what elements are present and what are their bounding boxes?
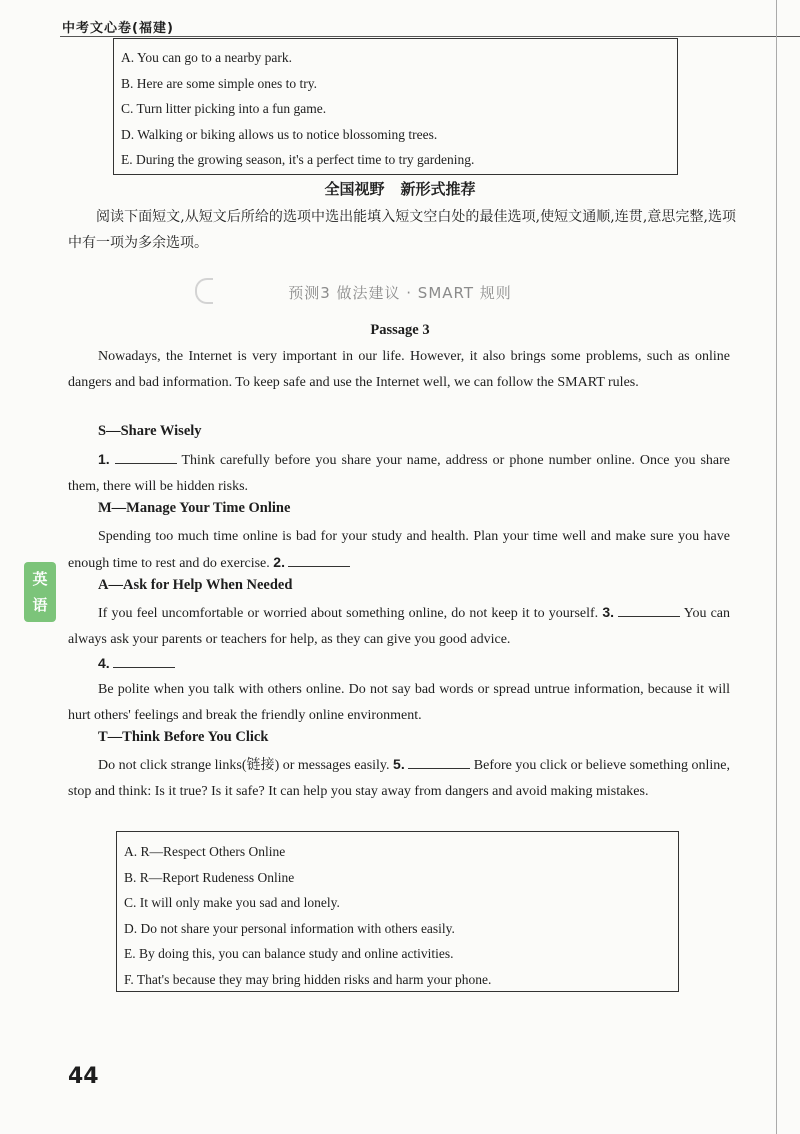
answer-blank-1[interactable]	[115, 450, 177, 464]
question-number: 4.	[98, 655, 110, 671]
question-number: 3.	[602, 604, 614, 620]
option-item: F. That's because they may bring hidden risks and harm your phone.	[124, 971, 492, 987]
paragraph-text: If you feel uncomfortable or worried about something online, do not keep it to yourself.	[98, 606, 599, 621]
option-item: A. You can go to a nearby park.	[121, 50, 292, 65]
page-edge	[776, 0, 777, 1134]
heading-manage: M—Manage Your Time Online	[98, 500, 291, 516]
answer-blank-5[interactable]	[408, 755, 470, 769]
paragraph-text: Spending too much time online is bad for your study and health. Plan your time well and make sure you have enough time to rest and do exercise.	[68, 529, 730, 571]
prediction-label: 预测3 做法建议 · SMART 规则	[288, 284, 512, 302]
section-title	[0, 178, 800, 199]
paragraph-q5	[68, 752, 730, 804]
passage-intro: Nowadays, the Internet is very important in our life. However, it also brings some problems, such as online dangers and bad information. To keep safe and use the Internet well, we can follow the SMART rules.	[68, 349, 730, 390]
running-header: 中考文心卷(福建)	[62, 21, 174, 36]
heading-share: S—Share Wisely	[98, 423, 202, 439]
subject-side-tab	[24, 562, 56, 622]
passage-title: Passage 3	[370, 322, 430, 338]
option-item: C. It will only make you sad and lonely.	[124, 895, 340, 911]
paragraph-respect: Be polite when you talk with others online. Do not say bad words or spread untrue information, because it will hurt others' feelings and break the friendly online environment.	[68, 682, 730, 723]
heading-think: T—Think Before You Click	[98, 729, 269, 745]
instruction-text: 阅读下面短文,从短文后所给的选项中选出能填入短文空白处的最佳选项,使短文通顺,连贯,意思完整,选项中有一项为多余选项。	[68, 209, 736, 251]
option-item: D. Walking or biking allows us to notice blossoming trees.	[121, 126, 438, 142]
paragraph-text: You can always ask your parents or teachers for help, as they can give you good advice.	[68, 606, 730, 647]
paragraph-q1	[68, 447, 730, 499]
paragraph-q2	[68, 524, 730, 576]
option-item: C. Turn litter picking into a fun game.	[121, 101, 327, 116]
option-item: E. By doing this, you can balance study and online activities.	[124, 946, 454, 962]
side-tab-char: 语	[32, 596, 48, 614]
option-item: B. Here are some simple ones to try.	[121, 75, 317, 91]
paragraph-text: Think carefully before you share your name, address or phone number online. Once you share them, there will be hidden risks.	[68, 453, 731, 494]
side-tab-char: 英	[32, 570, 48, 588]
paragraph-text: Before you click or believe something online, stop and think: Is it true? Is it safe? It can help you stay away from dangers and avoid making mistakes.	[68, 758, 731, 799]
option-item: B. R—Report Rudeness Online	[124, 869, 295, 885]
page-number: 44	[68, 1064, 99, 1089]
question-number: 1.	[98, 451, 110, 467]
option-item: E. During the growing season, it's a perfect time to try gardening.	[121, 152, 475, 167]
paragraph-q3	[68, 600, 730, 652]
option-item: A. R—Respect Others Online	[124, 844, 286, 859]
section-title-right: 新形式推荐	[400, 180, 476, 198]
header-rule	[60, 36, 800, 37]
question-number: 2.	[273, 553, 285, 570]
option-item: D. Do not share your personal information with others easily.	[124, 920, 455, 936]
options-box-previous	[113, 38, 678, 175]
paragraph-text: Do not click strange links(链接) or messages easily.	[98, 758, 390, 773]
heading-ask: A—Ask for Help When Needed	[98, 577, 293, 593]
answer-blank-4[interactable]	[113, 654, 175, 668]
paragraph-q4	[68, 651, 730, 678]
answer-blank-3[interactable]	[618, 603, 680, 617]
answer-blank-2[interactable]	[288, 553, 350, 567]
section-title-left: 全国视野	[324, 180, 385, 198]
question-number: 5.	[393, 756, 405, 772]
options-box-passage3	[116, 831, 679, 992]
